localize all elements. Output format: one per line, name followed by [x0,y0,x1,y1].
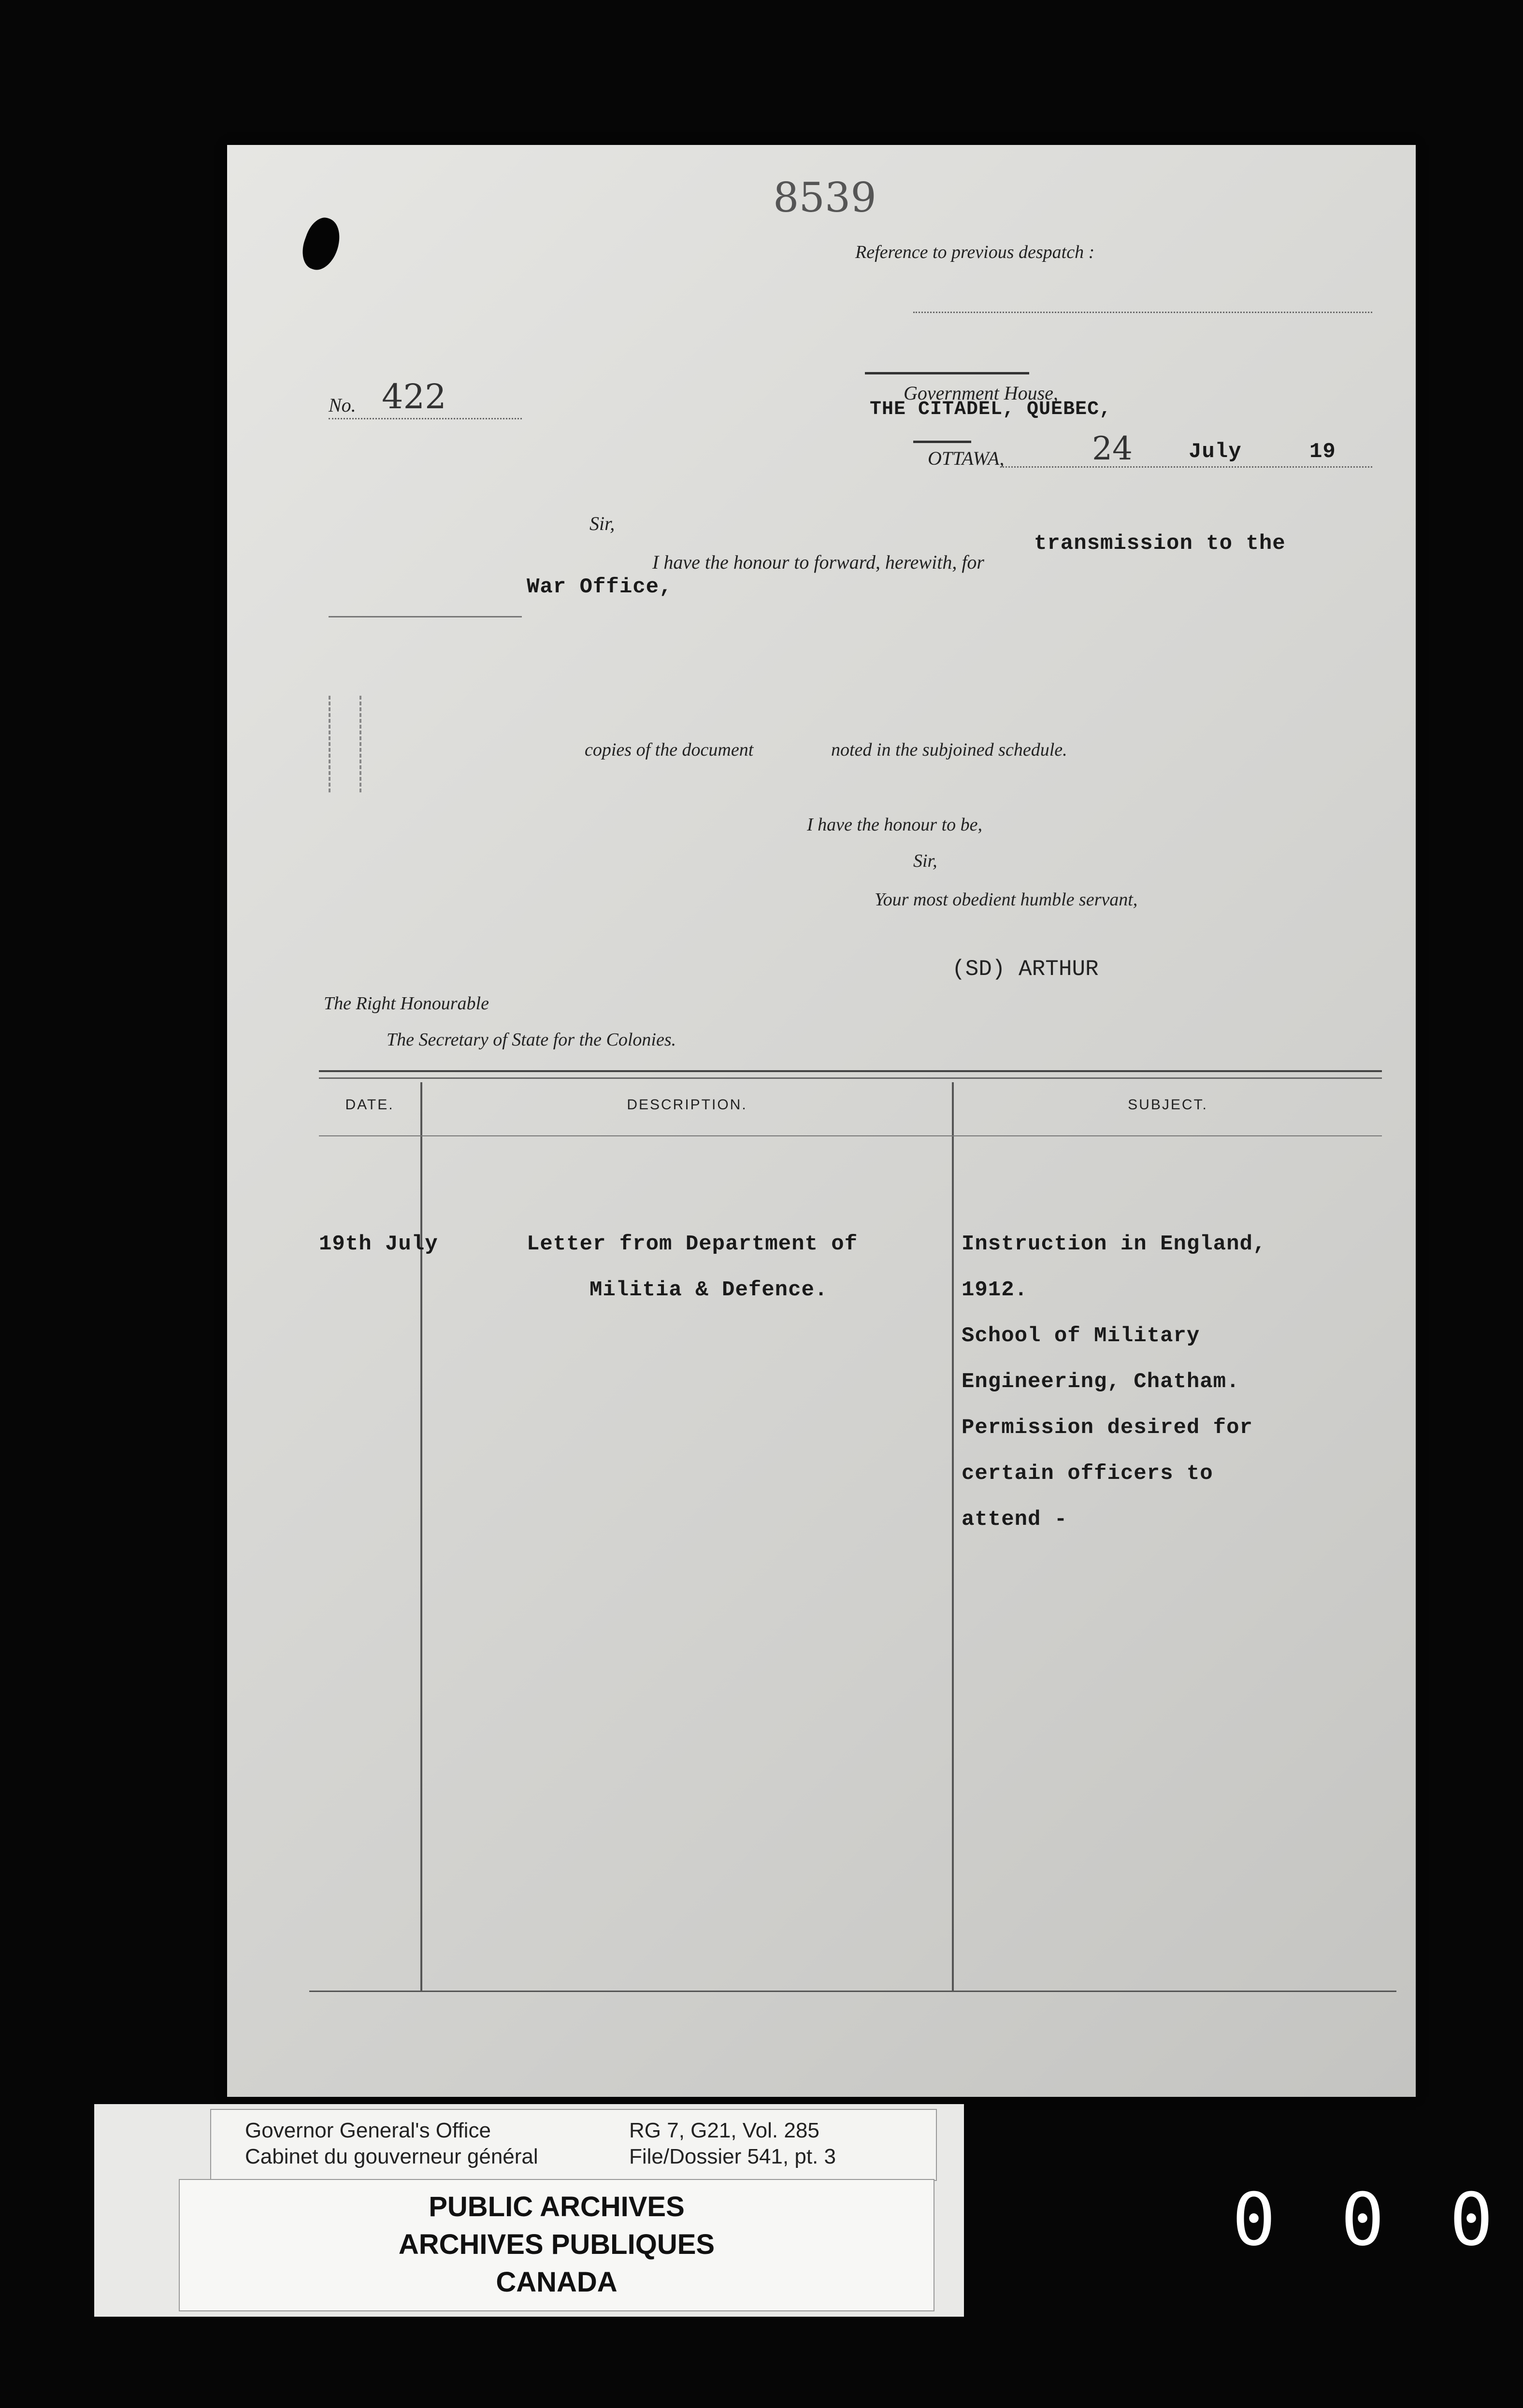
struck-line [865,372,1029,374]
stamp-number: 8539 [773,174,876,221]
header-description: DESCRIPTION. [627,1097,747,1113]
stamp-line2: ARCHIVES PUBLIQUES [398,2229,715,2260]
schedule-rule-top [319,1070,1382,1072]
addressee-line1: The Right Honourable [324,993,489,1014]
margin-rule [329,616,522,617]
closing-line2: Sir, [913,851,937,871]
column-divider-2 [952,1082,954,1991]
row-subject-6: certain officers to [962,1462,1213,1486]
frame-counter-digit-1: 0 [1232,2178,1276,2262]
header-underline [319,1135,1382,1136]
closing-line3: Your most obedient humble servant, [875,889,1138,910]
stamp-line3: CANADA [496,2266,618,2298]
label-file: File/Dossier 541, pt. 3 [629,2145,836,2168]
row-subject-1: Instruction in England, [962,1232,1266,1256]
margin-bracket [329,696,361,792]
address-month: July [1189,440,1242,464]
address-city: OTTAWA, [928,447,1005,469]
copies-text: copies of the document [585,740,754,760]
label-office-fr: Cabinet du gouverneur général [245,2145,538,2168]
document-sheet [227,145,1416,2097]
row-description-1: Letter from Department of [527,1232,858,1256]
address-year: 19 [1309,440,1336,464]
archive-label-stamp [179,2179,934,2311]
stamp-line1: PUBLIC ARCHIVES [429,2191,685,2222]
body-typed-1: transmission to the [1034,531,1286,556]
despatch-number: 422 [382,377,446,416]
body-line1: I have the honour to forward, herewith, for [652,551,984,573]
row-date: 19th July [319,1232,438,1256]
schedule-rule-top-2 [319,1077,1382,1079]
label-office-en: Governor General's Office [245,2119,491,2142]
row-subject-7: attend - [962,1507,1068,1532]
label-rg: RG 7, G21, Vol. 285 [629,2119,819,2142]
address-line2: THE CITADEL, QUEBEC, [870,399,1112,420]
body-typed-2: War Office, [527,575,673,599]
archive-label-reference [210,2109,937,2181]
frame-counter-digit-3: 0 [1449,2178,1494,2262]
signature: (SD) ARTHUR [952,957,1099,982]
address-line1: Government House, [904,382,1058,404]
date-line [1000,466,1372,468]
address-day: 24 [1092,430,1133,467]
header-date: DATE. [345,1097,394,1113]
struck-line-2 [913,441,971,443]
row-subject-2: 1912. [962,1278,1028,1302]
column-divider-1 [420,1082,422,1991]
no-label: No. [329,394,356,416]
closing-line1: I have the honour to be, [807,815,983,835]
row-subject-4: Engineering, Chatham. [962,1370,1240,1394]
frame-counter-digit-2: 0 [1340,2178,1385,2262]
row-description-2: Militia & Defence. [589,1278,828,1302]
reference-line [913,312,1372,313]
reference-label: Reference to previous despatch : [855,242,1095,262]
row-subject-5: Permission desired for [962,1416,1253,1440]
punch-hole [296,213,346,274]
salutation: Sir, [589,513,615,534]
addressee-line2: The Secretary of State for the Colonies. [387,1030,676,1050]
schedule-rule-bottom [309,1991,1396,1992]
noted-text: noted in the subjoined schedule. [831,740,1067,760]
row-subject-3: School of Military [962,1324,1200,1348]
header-subject: SUBJECT. [1128,1097,1208,1113]
no-line [329,418,522,419]
